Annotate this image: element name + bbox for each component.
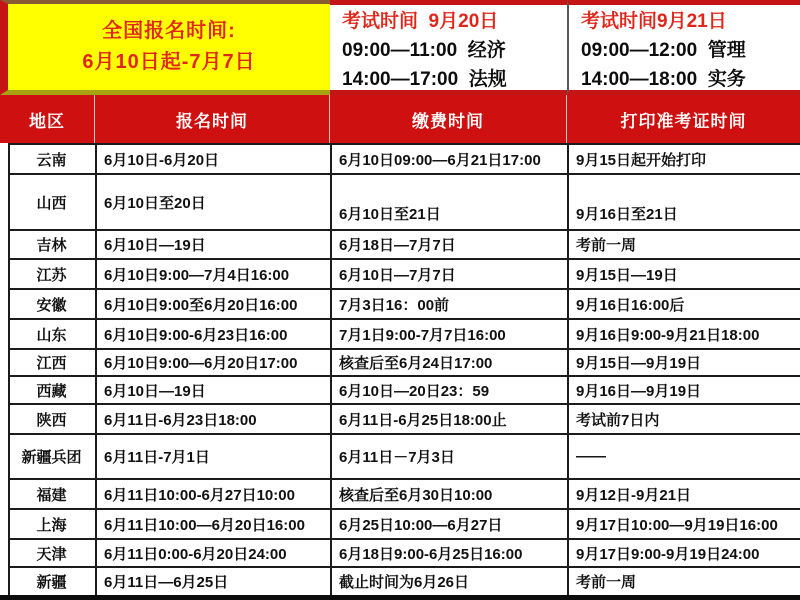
payment-time-cell: 6月18日9:00-6月25日16:00 [332, 540, 569, 566]
payment-time-cell: 7月1日9:00-7月7日16:00 [332, 320, 569, 348]
signup-time-cell: 6月10日9:00-6月23日16:00 [97, 320, 332, 348]
table-header-row [0, 95, 800, 143]
region-cell: 安徽 [10, 290, 97, 318]
signup-time-cell: 6月11日—6月25日 [97, 568, 332, 595]
national-signup-line1: 全国报名时间: [102, 20, 236, 42]
print-time-cell: 9月15日—9月19日 [576, 355, 702, 372]
signup-time-cell: 6月10日—19日 [97, 231, 332, 258]
print-time-cell: 9月16日—9月19日 [576, 382, 702, 400]
national-signup-banner [0, 0, 330, 95]
table-row [10, 175, 800, 231]
payment-time-cell: 核查后至6月30日10:00 [332, 480, 569, 508]
region-cell: 陕西 [10, 405, 97, 433]
print-time-cell: 9月16日16:00后 [576, 296, 685, 314]
region-cell: 云南 [10, 145, 97, 173]
table-row [10, 377, 800, 405]
print-time-cell: 考试前7日内 [576, 411, 660, 429]
region-cell: 新疆兵团 [10, 435, 97, 478]
signup-time-cell: 6月10日-6月20日 [97, 145, 332, 173]
region-cell: 新疆 [10, 568, 97, 595]
table-row [10, 290, 800, 320]
exam-day2-panel [567, 0, 800, 95]
region-cell: 西藏 [10, 377, 97, 403]
payment-time-cell: 6月10日09:00—6月21日17:00 [332, 145, 569, 173]
print-time-cell: 9月16日至21日 [576, 206, 678, 223]
payment-time-cell: 6月25日10:00—6月27日 [332, 510, 569, 538]
print-time-cell: 9月12日-9月21日 [576, 486, 692, 504]
table-row [10, 231, 800, 260]
signup-time-cell: 6月10日9:00—6月20日17:00 [97, 350, 332, 375]
region-cell: 山西 [10, 175, 97, 229]
exam-day1-panel [330, 0, 567, 95]
payment-time-cell: 6月10日至21日 [332, 175, 569, 229]
table-row [10, 320, 800, 350]
exam-day1-title: 考试时间 9月20日 [342, 11, 499, 32]
national-signup-line2: 6月10日起-7月7日 [82, 51, 256, 73]
signup-time-cell: 6月10日—19日 [97, 377, 332, 403]
header-signup-time: 报名时间 [95, 95, 330, 143]
table-body [8, 143, 800, 597]
payment-time-cell: 6月18日—7月7日 [332, 231, 569, 258]
table-row [10, 510, 800, 540]
payment-time-cell: 6月11日－7月3日 [332, 435, 569, 478]
table-row [10, 405, 800, 435]
signup-time-cell: 6月11日0:00-6月20日24:00 [97, 540, 332, 566]
payment-time-cell: 6月10日—7月7日 [332, 260, 569, 288]
print-time-cell: 考前一周 [576, 574, 637, 591]
region-cell: 山东 [10, 320, 97, 348]
signup-time-cell: 6月10日9:00—7月4日16:00 [97, 260, 332, 288]
exam-day2-session-morning: 09:00—12:00 管理 [581, 40, 746, 61]
signup-time-cell: 6月11日-6月23日18:00 [97, 405, 332, 433]
payment-time-cell: 6月10日—20日23：59 [332, 377, 569, 403]
region-cell: 天津 [10, 540, 97, 566]
print-time-cell: 9月15日—19日 [576, 266, 678, 284]
signup-time-cell: 6月10日9:00至6月20日16:00 [97, 290, 332, 318]
bottom-cutoff-bar [0, 595, 800, 600]
top-banner [0, 0, 800, 95]
region-cell: 江西 [10, 350, 97, 375]
payment-time-cell: 6月11日-6月25日18:00止 [332, 405, 569, 433]
exam-day1-session-afternoon: 14:00—17:00 法规 [342, 69, 507, 90]
region-cell: 江苏 [10, 260, 97, 288]
signup-time-cell: 6月10日至20日 [97, 175, 332, 229]
print-time-cell: 9月16日9:00-9月21日18:00 [576, 326, 760, 344]
region-cell: 吉林 [10, 231, 97, 258]
signup-time-cell: 6月11日-7月1日 [97, 435, 332, 478]
payment-time-cell: 核查后至6月24日17:00 [332, 350, 569, 375]
table-row [10, 568, 800, 597]
table-row [10, 480, 800, 510]
payment-time-cell: 截止时间为6月26日 [332, 568, 569, 595]
exam-day2-session-afternoon: 14:00—18:00 实务 [581, 69, 746, 90]
payment-time-cell: 7月3日16：00前 [332, 290, 569, 318]
signup-time-cell: 6月11日10:00—6月20日16:00 [97, 510, 332, 538]
header-region: 地区 [0, 95, 95, 143]
print-time-cell: 9月17日9:00-9月19日24:00 [576, 545, 760, 563]
exam-day2-title: 考试时间9月21日 [581, 11, 727, 32]
print-time-cell: 考前一周 [576, 237, 637, 254]
region-cell: 上海 [10, 510, 97, 538]
header-print-time: 打印准考证时间 [620, 111, 747, 131]
table-row [10, 145, 800, 175]
table-row [10, 350, 800, 377]
signup-time-cell: 6月11日10:00-6月27日10:00 [97, 480, 332, 508]
table-row [10, 435, 800, 480]
print-time-cell: —— [576, 448, 606, 465]
print-time-cell: 9月15日起开始打印 [576, 151, 707, 169]
table-row [10, 260, 800, 290]
print-time-cell: 9月17日10:00—9月19日16:00 [576, 516, 778, 534]
region-cell: 福建 [10, 480, 97, 508]
header-payment-time: 缴费时间 [330, 95, 567, 143]
table-row [10, 540, 800, 568]
exam-day1-session-morning: 09:00—11:00 经济 [342, 40, 506, 61]
